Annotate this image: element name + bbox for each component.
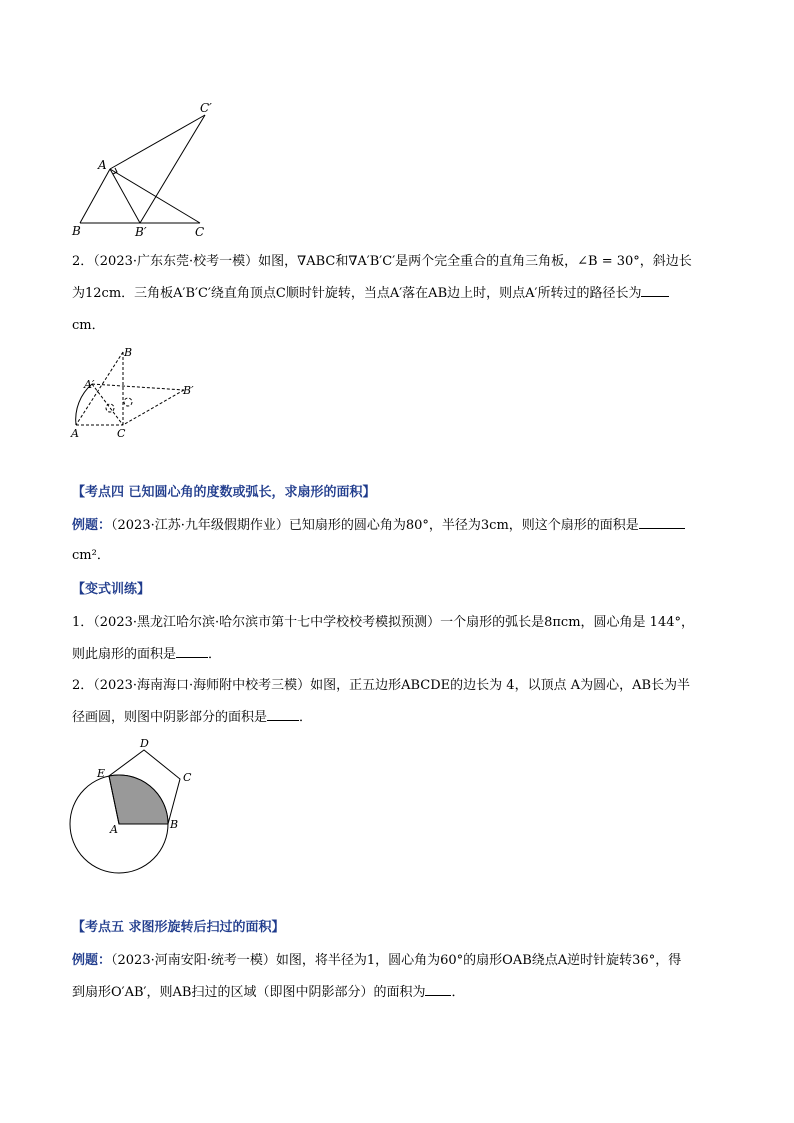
variant1-end: ． — [208, 647, 222, 662]
section5-title: 【考点五 求图形旋转后扫过的面积】 — [72, 920, 285, 935]
example-text: （2023·河南安阳·统考一模）如图，将半径为1，圆心角为60°的扇形OAB绕点A逆时针旋转36°，得 — [111, 953, 682, 968]
label-B-prime: B′ — [135, 225, 147, 239]
label-B: B — [170, 818, 179, 831]
answer-blank — [641, 284, 669, 297]
label-E: E — [97, 767, 106, 780]
figure-rotation-arc — [68, 342, 208, 442]
example-label: 例题： — [72, 953, 112, 968]
label-B-prime: B′ — [183, 384, 194, 397]
answer-blank — [639, 516, 685, 529]
label-C-prime: C′ — [200, 101, 212, 115]
q2-line2 — [72, 284, 669, 304]
answer-blank — [267, 708, 299, 721]
label-A: A — [98, 158, 107, 172]
variant1-line1: 1．（2023·黑龙江哈尔滨·哈尔滨市第十七中学校校考模拟预测）一个扇形的弧长是8πcm，圆心角是 144°， — [72, 615, 694, 630]
variant2-text: 径画圆，则图中阴影部分的面积是 — [72, 710, 268, 725]
answer-blank — [176, 645, 208, 658]
label-C: C — [117, 427, 126, 440]
example-text: （2023·江苏·九年级假期作业）已知扇形的圆心角为80°，半径为3cm，则这个扇形的面积是 — [111, 518, 639, 533]
label-D: D — [140, 737, 149, 750]
example-label: 例题： — [72, 518, 112, 533]
q2-unit: cm — [72, 318, 92, 333]
variant2-end: ． — [299, 710, 313, 725]
figure-triangle-rotation — [60, 95, 230, 240]
section4-example-line2: cm²． — [72, 548, 110, 563]
answer-blank — [425, 983, 451, 996]
label-A: A — [71, 427, 79, 440]
q2-line2-text: 为12cm．三角板A′B′C′绕直角顶点C顺时针旋转，当点A′落在AB边上时，则点A′所转过的路径长为 — [72, 286, 642, 301]
example-end: ． — [451, 985, 465, 1000]
label-A-prime: A′ — [84, 378, 95, 391]
variant1-line2 — [72, 645, 221, 665]
label-C: C — [183, 771, 192, 784]
q2-end: ． — [91, 318, 105, 333]
variant2-line2 — [72, 708, 312, 728]
variant1-text: 则此扇形的面积是 — [72, 647, 177, 662]
label-B: B — [72, 224, 81, 238]
label-C: C — [195, 225, 205, 239]
section5-example-line2 — [72, 983, 464, 1003]
variant-title: 【变式训练】 — [72, 582, 151, 597]
label-A: A — [110, 823, 118, 836]
variant2-line1: 2．（2023·海南海口·海师附中校考三模）如图，正五边形ABCDE的边长为 4，以顶点 A为圆心，AB长为半 — [72, 678, 691, 693]
example-text-2: 到扇形O′AB′，则AB扫过的区域（即图中阴影部分）的面积为 — [72, 985, 426, 1000]
section4-example-line1 — [72, 516, 685, 536]
section4-title: 【考点四 已知圆心角的度数或弧长，求扇形的面积】 — [72, 485, 376, 500]
figure-pentagon-circle — [62, 735, 212, 880]
q2-line1: 2．（2023·广东东莞·校考一模）如图，∇ABC和∇A′B′C′是两个完全重合的直角三角板，∠B = 30°，斜边长 — [72, 254, 692, 269]
section5-example-line1 — [72, 951, 681, 971]
q2-line3 — [72, 316, 105, 336]
label-B: B — [124, 346, 133, 359]
